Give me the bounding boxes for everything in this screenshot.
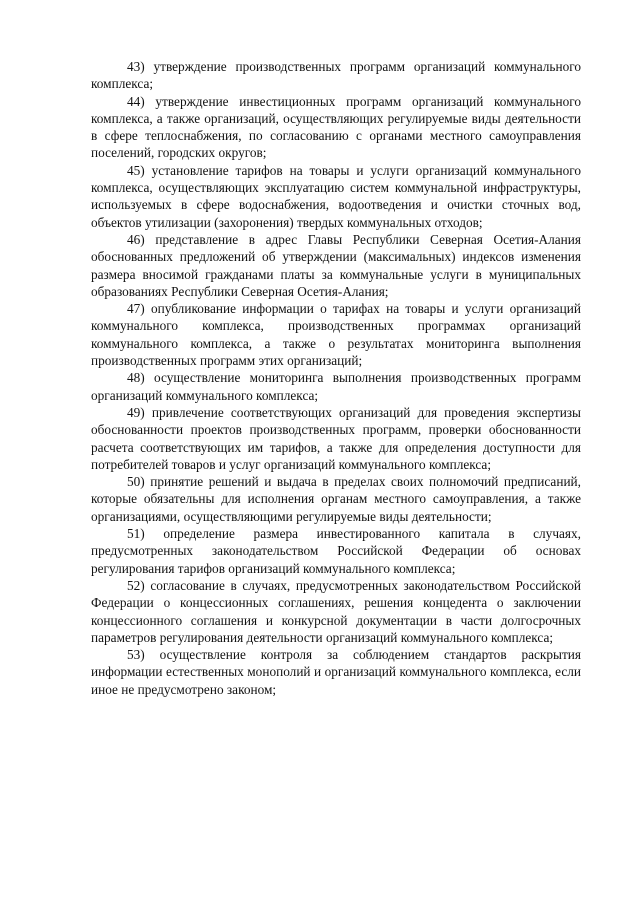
list-item-44 [91, 93, 581, 162]
item-number: 51) [127, 526, 145, 542]
list-item-53 [91, 646, 581, 698]
list-item-52 [91, 577, 581, 646]
list-item-48 [91, 369, 581, 404]
item-text: установление тарифов на товары и услуги организаций коммунального комплекса, осуществляющих эксплуатацию систем коммунальной инфраструктуры, используемых в сфере водоснабжения, водоотведения и очистки сточных вод, объектов утилизации (захоронения) твердых коммунальных отходов; [91, 162, 581, 230]
item-text: согласование в случаях, предусмотренных законодательством Российской Федерации о концессионных соглашениях, решения концедента о заключении концессионного соглашения и конкурсной документации в части долгосрочных параметров регулирования деятельности организаций коммунального комплекса; [91, 577, 582, 645]
item-text: определение размера инвестированного капитала в случаях, предусмотренных законодательством Российской Федерации об основах регулирования тарифов организаций коммунального комплекса; [91, 526, 582, 576]
list-item-50 [91, 473, 581, 525]
list-item-46 [91, 231, 581, 300]
item-number: 50) [127, 474, 145, 490]
item-text: привлечение соответствующих организаций для проведения экспертизы обоснованности проектов производственных программ, проверки обоснованности расчета соответствующих им тарифов, а также для определения доступности для потребителей товаров и услуг организаций коммунального комплекса; [91, 404, 581, 472]
item-text: осуществление мониторинга выполнения производственных программ организаций коммунального комплекса; [91, 370, 581, 403]
item-number: 47) [127, 301, 145, 317]
item-number: 53) [127, 647, 145, 663]
item-text: представление в адрес Главы Республики Северная Осетия-Алания обоснованных предложений об утверждении (максимальных) индексов изменения размера вносимой гражданами платы за коммунальные услуги в муниципальных образованиях Республики Северная Осетия-Алания; [91, 231, 581, 299]
item-text: утверждение инвестиционных программ организаций коммунального комплекса, а также организаций, осуществляющих регулируемые виды деятельности в сфере теплоснабжения, по согласованию с органами местного самоуправления поселений, городских округов; [91, 93, 582, 161]
list-item-43 [91, 58, 581, 93]
list-item-47 [91, 300, 581, 369]
item-number: 48) [127, 370, 145, 386]
list-item-51 [91, 525, 581, 577]
item-number: 49) [127, 404, 145, 420]
item-number: 52) [127, 577, 145, 593]
item-text: утверждение производственных программ организаций коммунального комплекса; [91, 59, 581, 92]
item-number: 46) [127, 231, 145, 247]
item-number: 44) [127, 93, 145, 109]
list-item-45 [91, 162, 581, 231]
list-item-49 [91, 404, 581, 473]
document-body [91, 58, 581, 698]
item-text: принятие решений и выдача в пределах своих полномочий предписаний, которые обязательны для исполнения органам местного самоуправления, а также организациями, осуществляющими регулируемые виды деятельности; [91, 474, 581, 524]
item-text: осуществление контроля за соблюдением стандартов раскрытия информации естественных монополий и организаций коммунального комплекса, если иное не предусмотрено законом; [91, 647, 582, 697]
item-number: 43) [127, 59, 145, 74]
item-number: 45) [127, 162, 145, 178]
item-text: опубликование информации о тарифах на товары и услуги организаций коммунального комплекса, производственных программах организаций коммунального комплекса, а также о результатах мониторинга выполнения производственных программ этих организаций; [91, 301, 581, 369]
